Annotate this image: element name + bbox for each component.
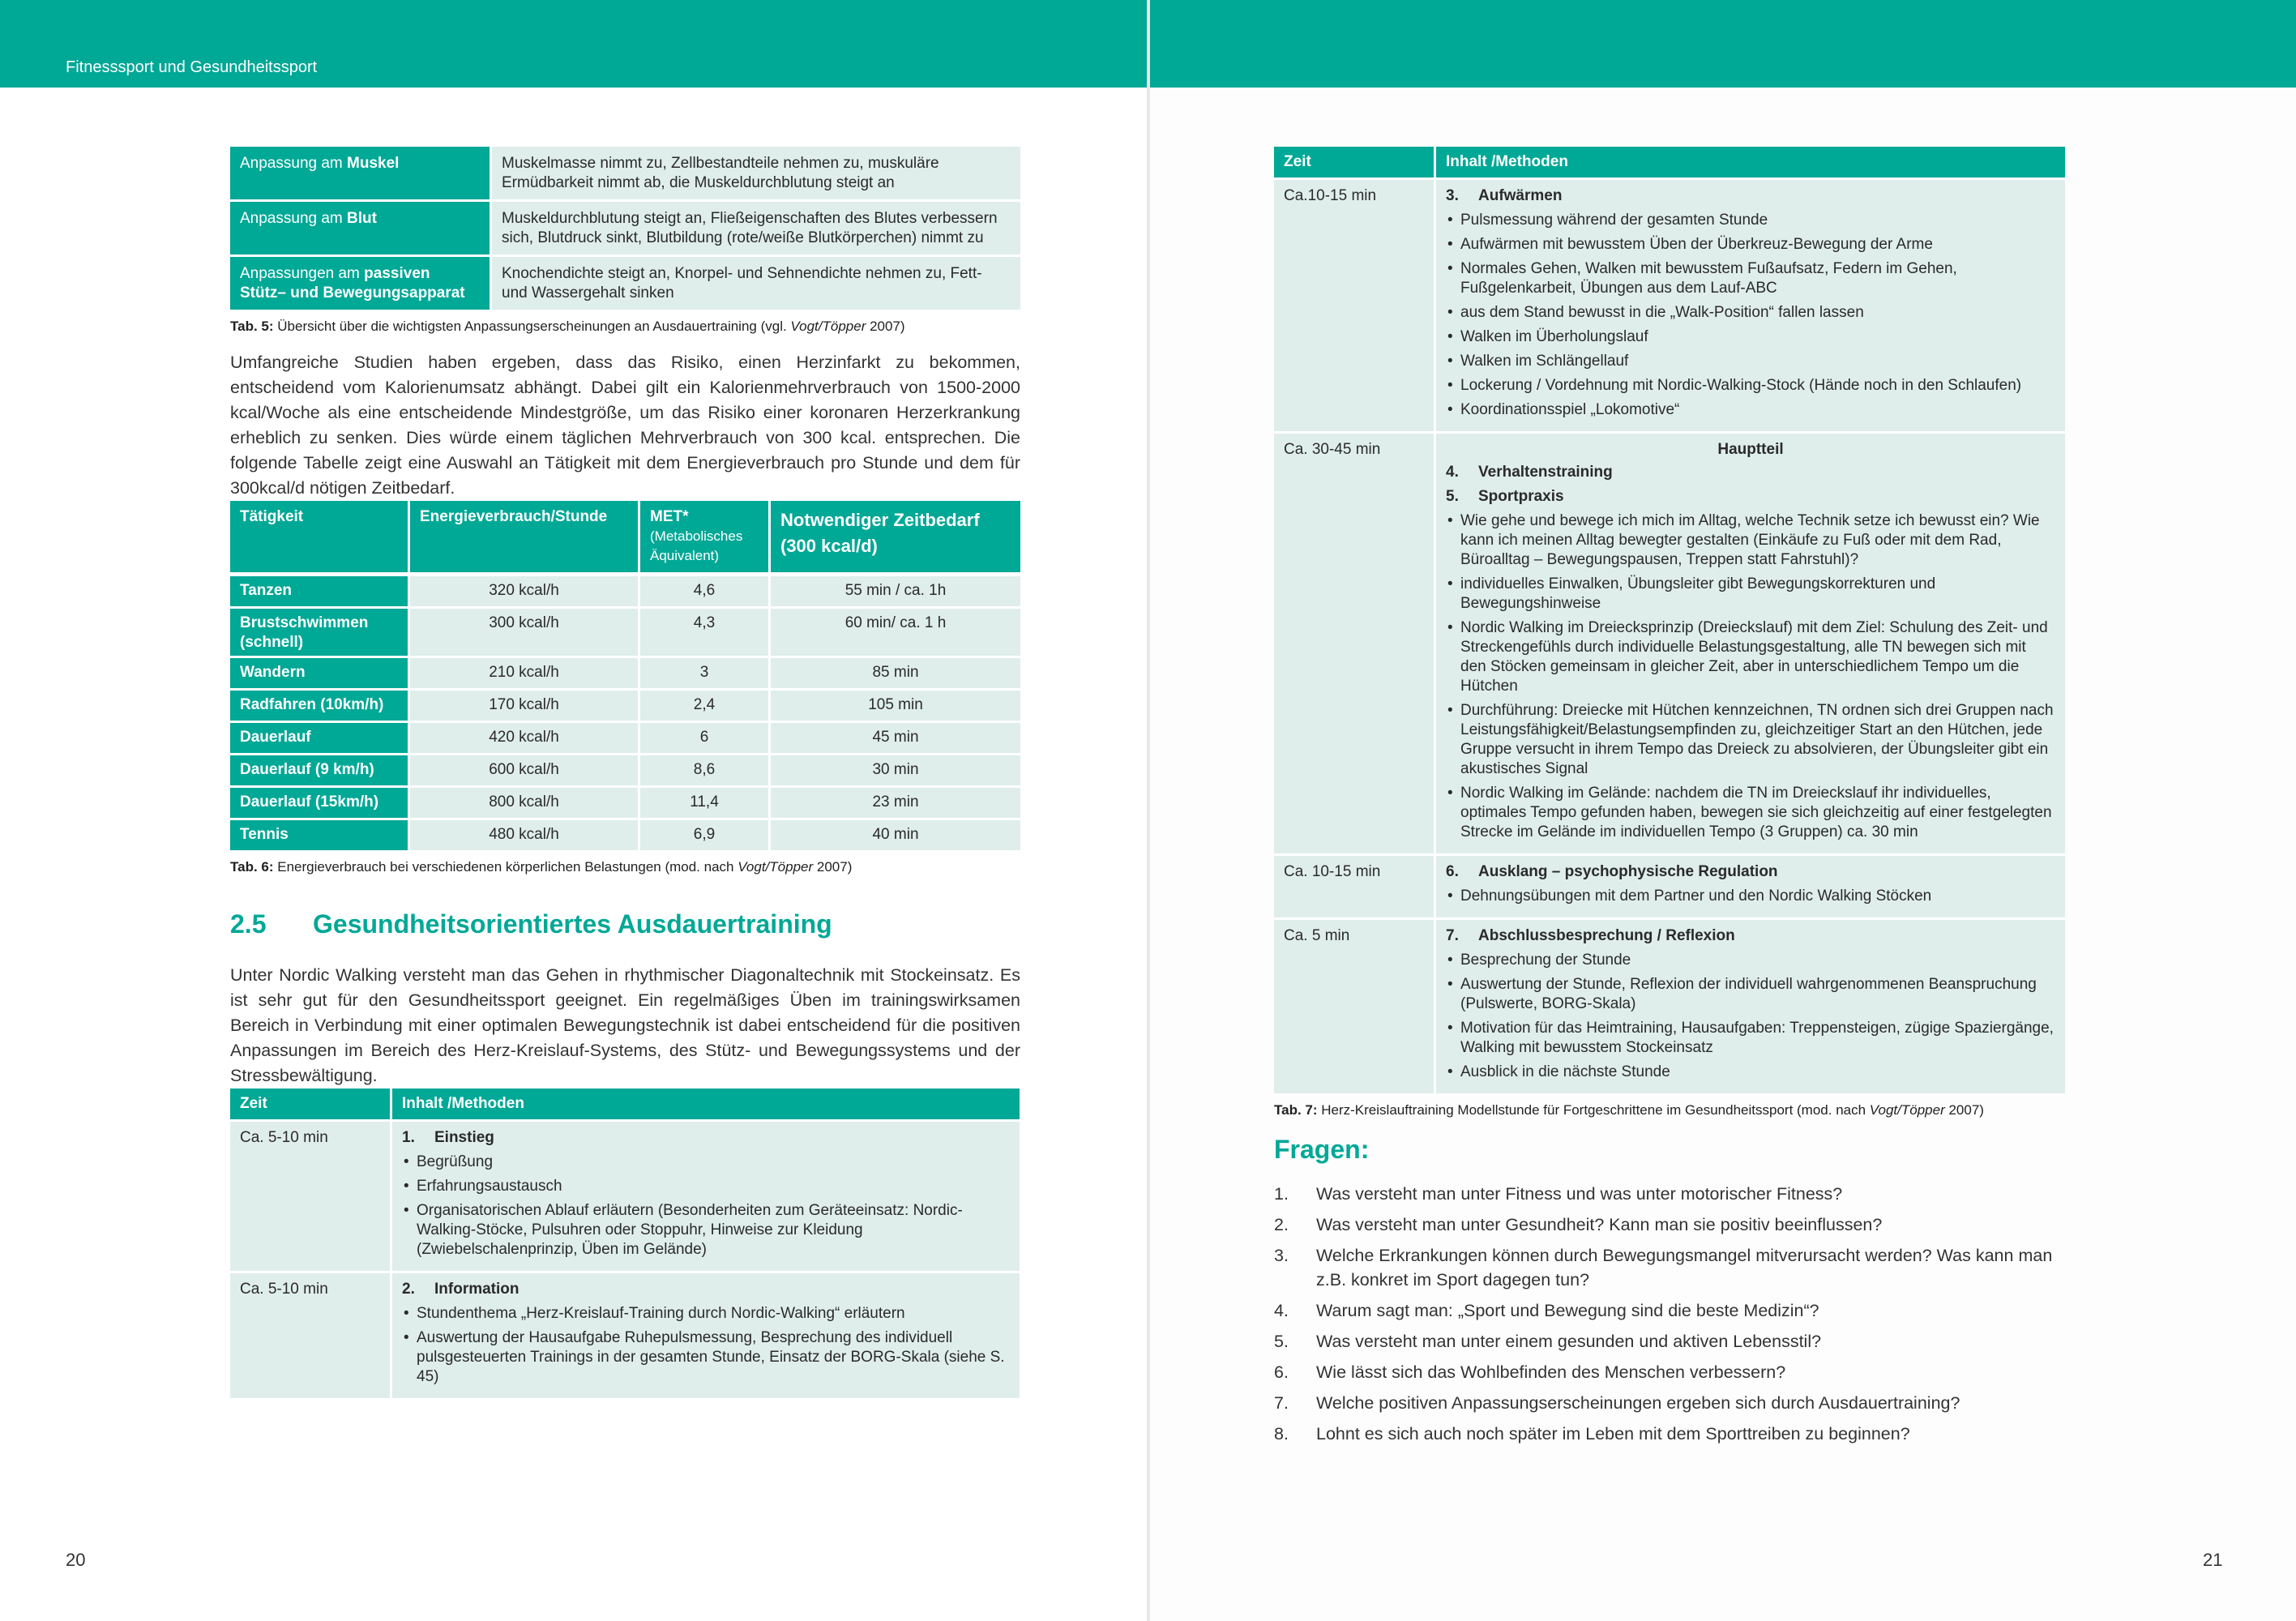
questions-heading: Fragen: [1274,1135,1370,1164]
page-number: 20 [66,1550,86,1570]
met-cell: 8,6 [640,755,771,788]
caption-text: Übersicht über die wichtigsten Anpassungserscheinungen an Ausdauertraining (vgl. [273,319,791,334]
caption-author: Vogt/Töpper [1869,1102,1945,1118]
question-item [1274,1422,2084,1446]
list-item: • aus dem Stand bewusst in die „Walk-Position“ fallen lassen [1446,303,2055,323]
question-number: 1. [1274,1184,1289,1204]
header-bar [1150,0,2296,88]
adaptation-table [230,147,1020,312]
section-number: 2.5 [230,909,267,939]
list-item: • Normales Gehen, Walken mit bewusstem Fußaufsatz, Federn im Gehen, Fußgelenkarbeit, Übungen aus dem Lauf-ABC [1446,259,2055,298]
header-bar [0,0,1147,88]
time-cell: Ca. 10-15 min [1274,856,1436,920]
table-row [230,1122,1020,1273]
table-row [230,257,1020,312]
activity-cell: Radfahren (10km/h) [230,691,410,723]
label-bold: passiven Stütz– und Bewegungsapparat [240,265,465,302]
energy-cell: 320 kcal/h [410,576,640,609]
content-cell [392,1273,1020,1401]
met-cell: 4,6 [640,576,771,609]
question-number: 4. [1274,1301,1289,1320]
time-cell: Ca. 5-10 min [230,1273,392,1401]
col-header-energy: Energieverbrauch/Stunde [410,501,640,576]
row-text: Muskeldurchblutung steigt an, Fließeigenschaften des Blutes verbessern sich, Blutdruck sinkt, Blutbildung (rote/weiße Blutkörperchen) nimmt zu [492,202,1020,257]
table-6-caption [230,859,1020,875]
list-item: • Nordic Walking im Gelände: nachdem die TN im Dreieckslauf ihr individuelles, optimales Tempo gefunden haben, bewegen sie sich gleichzeitig auf einer festgelegten Strecke im Gelände im individuellen Tempo (3 Gruppen) ca. 30 min [1446,784,2055,842]
list-item: • Pulsmessung während der gesamten Stunde [1446,211,2055,230]
list-item: • individuelles Einwalken, Übungsleiter gibt Bewegungskorrekturen und Bewegungshinweise [1446,575,2055,614]
list-item: • Aufwärmen mit bewusstem Üben der Überkreuz-Bewegung der Arme [1446,235,2055,254]
section-title [1446,862,2055,882]
question-item [1274,1243,2084,1292]
question-number: 6. [1274,1362,1289,1382]
question-text: Welche positiven Anpassungserscheinungen ergeben sich durch Ausdauertraining? [1316,1393,1960,1413]
lesson-table-right-block [1274,147,2065,1118]
caption-end: 2007) [866,319,905,334]
list-item: • Durchführung: Dreiecke mit Hütchen kennzeichnen, TN ordnen sich drei Gruppen nach Leistungsfähigkeit/Belastungsempfinden zu, gleichzeitiger Start an den Hütchen, jede Gruppe versucht in ihrem Tempo das Dreieck zu absolvieren, der Übungsleiter gibt ein akustisches Signal [1446,701,2055,779]
table-row [230,147,1020,202]
list-item: • Besprechung der Stunde [1446,951,2055,970]
row-text: Muskelmasse nimmt zu, Zellbestandteile nehmen zu, muskuläre Ermüdbarkeit nimmt ab, die Muskeldurchblutung steigt an [492,147,1020,202]
time-cell: 60 min/ ca. 1 h [771,609,1020,658]
list-item: • Begrüßung [402,1153,1010,1172]
col-header-time: Notwendiger Zeitbedarf (300 kcal/d) [771,501,1020,576]
table-row [1274,856,2065,920]
table-5-block [230,147,1020,335]
list-item: • Auswertung der Stunde, Reflexion der individuell wahrgenommenen Beanspruchung (Pulswerte, BORG-Skala) [1446,975,2055,1014]
question-text: Welche Erkrankungen können durch Bewegungsmangel mitverursacht werden? Was kann man z.B. konkret im Sport dagegen tun? [1316,1246,2053,1290]
page-number: 21 [2203,1550,2223,1570]
section-name: Einstieg [434,1129,494,1146]
table-row [230,755,1020,788]
question-item [1274,1360,2084,1384]
section-number: 2. [402,1281,415,1298]
met-cell: 6 [640,723,771,755]
table-row [230,658,1020,691]
section-number: 1. [402,1129,415,1146]
table-6-block [230,501,1020,875]
question-text: Warum sagt man: „Sport und Bewegung sind die beste Medizin“? [1316,1301,1819,1320]
lesson-table-left [230,1089,1020,1401]
table-row [230,576,1020,609]
question-number: 7. [1274,1393,1289,1413]
energy-cell: 800 kcal/h [410,788,640,820]
section-number: 4. [1446,464,1459,481]
activity-cell: Tanzen [230,576,410,609]
list-item: • Motivation für das Heimtraining, Hausaufgaben: Treppensteigen, zügige Spaziergänge, Walking mit bewusstem Stockeinsatz [1446,1019,2055,1058]
activity-cell: Brustschwimmen (schnell) [230,609,410,658]
list-item: • Organisatorischen Ablauf erläutern (Besonderheiten zum Geräteeinsatz: Nordic-Walking-Stöcke, Pulsuhren oder Stoppuhr, Hinweise zur Kleidung (Zwiebelschalenprinzip, Üben im Gelände) [402,1201,1010,1260]
time-cell: 40 min [771,820,1020,853]
table-row [230,691,1020,723]
energy-table [230,501,1020,853]
activity-cell: Dauerlauf (15km/h) [230,788,410,820]
section-number: 7. [1446,927,1459,944]
met-cell: 4,3 [640,609,771,658]
section-name: Aufwärmen [1478,187,1563,204]
section-name: Information [434,1281,519,1298]
table-row [230,609,1020,658]
bullet-list [402,1153,1010,1260]
bullet-list [1446,211,2055,420]
question-text: Lohnt es sich auch noch später im Leben mit dem Sporttreiben zu beginnen? [1316,1424,1910,1444]
question-item [1274,1298,2084,1323]
col-header-content: Inhalt /Methoden [1436,147,2065,180]
left-page [0,0,1147,1621]
caption-label: Tab. 5: [230,319,274,334]
question-number: 5. [1274,1332,1289,1351]
table-row [230,202,1020,257]
question-item [1274,1329,2084,1354]
section-name: Abschlussbesprechung / Reflexion [1478,927,1735,944]
question-text: Was versteht man unter Fitness und was unter motorischer Fitness? [1316,1184,1843,1204]
section-number: 6. [1446,863,1459,880]
list-item: • Walken im Überholungslauf [1446,327,2055,347]
energy-cell: 480 kcal/h [410,820,640,853]
section-number: 3. [1446,187,1459,204]
label-prefix: Anpassung am [240,210,348,227]
met-sub: (Metabolisches Äquivalent) [650,528,743,563]
activity-cell: Dauerlauf (9 km/h) [230,755,410,788]
section-title [402,1280,1010,1299]
list-item: • Dehnungsübungen mit dem Partner und den Nordic Walking Stöcken [1446,887,2055,906]
time-cell: Ca. 5-10 min [230,1122,392,1273]
caption-author: Vogt/Töpper [790,319,866,334]
section-number: 5. [1446,488,1459,505]
bullet-list [1446,887,2055,906]
met-cell: 2,4 [640,691,771,723]
section-title [1446,463,2055,482]
table-row [230,788,1020,820]
list-item: • Auswertung der Hausaufgabe Ruhepulsmessung, Besprechung des individuell pulsgesteuerten Trainings in der gesamten Stunde, Einsatz der BORG-Skala (siehe S. 45) [402,1328,1010,1387]
list-item: • Lockerung / Vordehnung mit Nordic-Walking-Stock (Hände noch in den Schlaufen) [1446,376,2055,396]
list-item: • Koordinationsspiel „Lokomotive“ [1446,400,2055,420]
col-header-met [640,501,771,576]
row-label [230,257,492,312]
section-name: Verhaltenstraining [1478,464,1613,481]
lesson-table-right [1274,147,2065,1096]
question-item [1274,1213,2084,1237]
activity-cell: Dauerlauf [230,723,410,755]
caption-author: Vogt/Töpper [738,859,814,875]
question-text: Was versteht man unter einem gesunden und aktiven Lebensstil? [1316,1332,1822,1351]
table-row [230,820,1020,853]
col-header-content: Inhalt /Methoden [392,1089,1020,1122]
energy-cell: 210 kcal/h [410,658,640,691]
time-cell: 45 min [771,723,1020,755]
content-cell [1436,856,2065,920]
question-number: 2. [1274,1215,1289,1234]
content-cell [1436,434,2065,856]
list-item: • Ausblick in die nächste Stunde [1446,1063,2055,1082]
section-title: Gesundheitsorientiertes Ausdauertraining [313,909,832,939]
question-number: 3. [1274,1246,1289,1265]
lesson-table-left-block [230,1089,1020,1401]
time-cell: Ca. 5 min [1274,920,1436,1096]
row-label [230,202,492,257]
content-cell [1436,920,2065,1096]
activity-cell: Wandern [230,658,410,691]
list-item: • Stundenthema „Herz-Kreislauf-Training durch Nordic-Walking“ erläutern [402,1304,1010,1324]
label-bold: Blut [347,210,377,227]
energy-cell: 420 kcal/h [410,723,640,755]
paragraph-nordic-walking: Unter Nordic Walking versteht man das Gehen in rhythmischer Diagonaltechnik mit Stockeinsatz. Es ist sehr gut für den Gesundheitssport geeignet. Ein regelmäßiges Üben im trainingswirksamen Bereich in Verbindung mit einer optimalen Bewegungstechnik ist dabei entscheidend für die positiven Anpassungen im Bereich des Herz-Kreislauf-Systems, des Stütz- und Bewegungssystems und der Stressbewältigung. [230,965,1020,1085]
table-row [1274,920,2065,1096]
table-row [230,1273,1020,1401]
list-item: • Wie gehe und bewege ich mich im Alltag, welche Technik setze ich bewusst ein? Wie kann ich meinen Alltag bewegter gestalten (Einkäufe zu Fuß oder mit dem Rad, Büroalltag – Bewegungspausen, Treppen statt Fahrstuhl)? [1446,511,2055,570]
list-item: • Nordic Walking im Dreiecksprinzip (Dreieckslauf) mit dem Ziel: Schulung des Zeit- und Streckengefühls durch individuelle Belastungsgestaltung, alle TN bewegen sich mit den Stöcken gemeinsam in gleicher Zeit, aber in unterschiedlichem Tempo um die Hütchen [1446,618,2055,696]
met-cell: 6,9 [640,820,771,853]
table-7-caption [1274,1102,2065,1118]
bullet-list [1446,511,2055,842]
energy-cell: 600 kcal/h [410,755,640,788]
section-title [1446,186,2055,206]
col-header-time: Zeit [1274,147,1436,180]
section-title [1446,487,2055,507]
time-cell: 23 min [771,788,1020,820]
energy-cell: 300 kcal/h [410,609,640,658]
met-label: MET* [650,508,689,525]
time-cell: Ca. 30-45 min [1274,434,1436,856]
content-cell [1436,180,2065,434]
caption-label: Tab. 6: [230,859,274,875]
section-heading [230,909,832,939]
questions-list [1274,1182,2084,1452]
question-item [1274,1182,2084,1206]
caption-label: Tab. 7: [1274,1102,1318,1118]
question-text: Was versteht man unter Gesundheit? Kann man sie positiv beeinflussen? [1316,1215,1883,1234]
time-cell: 85 min [771,658,1020,691]
label-prefix: Anpassungen am [240,265,365,282]
bullet-list [1446,951,2055,1082]
section-title [1446,926,2055,946]
section-title [402,1128,1010,1148]
paragraph-energy: Umfangreiche Studien haben ergeben, dass das Risiko, einen Herzinfarkt zu bekommen, entscheidend vom Kalorienumsatz abhängt. Dabei gilt ein Kalorienmehrverbrauch von 1500-2000 kcal/Woche als eine entscheidende Mindestgröße, um das Risiko einer koronaren Herzerkrankung erheblich zu senken. Dies würde einem täglichen Mehrverbrauch von 300 kcal. entsprechen. Die folgende Tabelle zeigt eine Auswahl an Tätigkeit mit dem Energieverbrauch pro Stunde und dem für 300kcal/d nötigen Zeitbedarf. [230,353,1020,498]
bullet-list [402,1304,1010,1387]
question-text: Wie lässt sich das Wohlbefinden des Menschen verbessern? [1316,1362,1786,1382]
col-header-time: Zeit [230,1089,392,1122]
met-cell: 3 [640,658,771,691]
caption-text: Herz-Kreislauftraining Modellstunde für Fortgeschrittene im Gesundheitssport (mod. nach [1317,1102,1870,1118]
time-cell: 55 min / ca. 1h [771,576,1020,609]
caption-end: 2007) [1944,1102,1984,1118]
label-prefix: Anpassung am [240,155,348,172]
time-cell: Ca.10-15 min [1274,180,1436,434]
list-item: • Erfahrungsaustausch [402,1177,1010,1196]
row-label [230,147,492,202]
activity-cell: Tennis [230,820,410,853]
section-name: Sportpraxis [1478,488,1564,505]
section-name: Ausklang – psychophysische Regulation [1478,863,1778,880]
list-item: • Walken im Schlängellauf [1446,352,2055,371]
col-header-activity: Tätigkeit [230,501,410,576]
table-row [1274,180,2065,434]
table-row [230,723,1020,755]
met-cell: 11,4 [640,788,771,820]
phase-heading: Hauptteil [1717,441,1784,458]
time-cell: 105 min [771,691,1020,723]
right-page [1150,0,2296,1621]
time-cell: 30 min [771,755,1020,788]
running-header: Fitnesssport und Gesundheitssport [66,58,318,76]
caption-text: Energieverbrauch bei verschiedenen körperlichen Belastungen (mod. nach [273,859,738,875]
row-text: Knochendichte steigt an, Knorpel- und Sehnendichte nehmen zu, Fett- und Wassergehalt sinken [492,257,1020,312]
content-cell [392,1122,1020,1273]
table-row [1274,434,2065,856]
label-bold: Muskel [347,155,400,172]
table-5-caption [230,319,1020,335]
question-number: 8. [1274,1424,1289,1444]
energy-cell: 170 kcal/h [410,691,640,723]
caption-end: 2007) [813,859,853,875]
question-item [1274,1391,2084,1415]
